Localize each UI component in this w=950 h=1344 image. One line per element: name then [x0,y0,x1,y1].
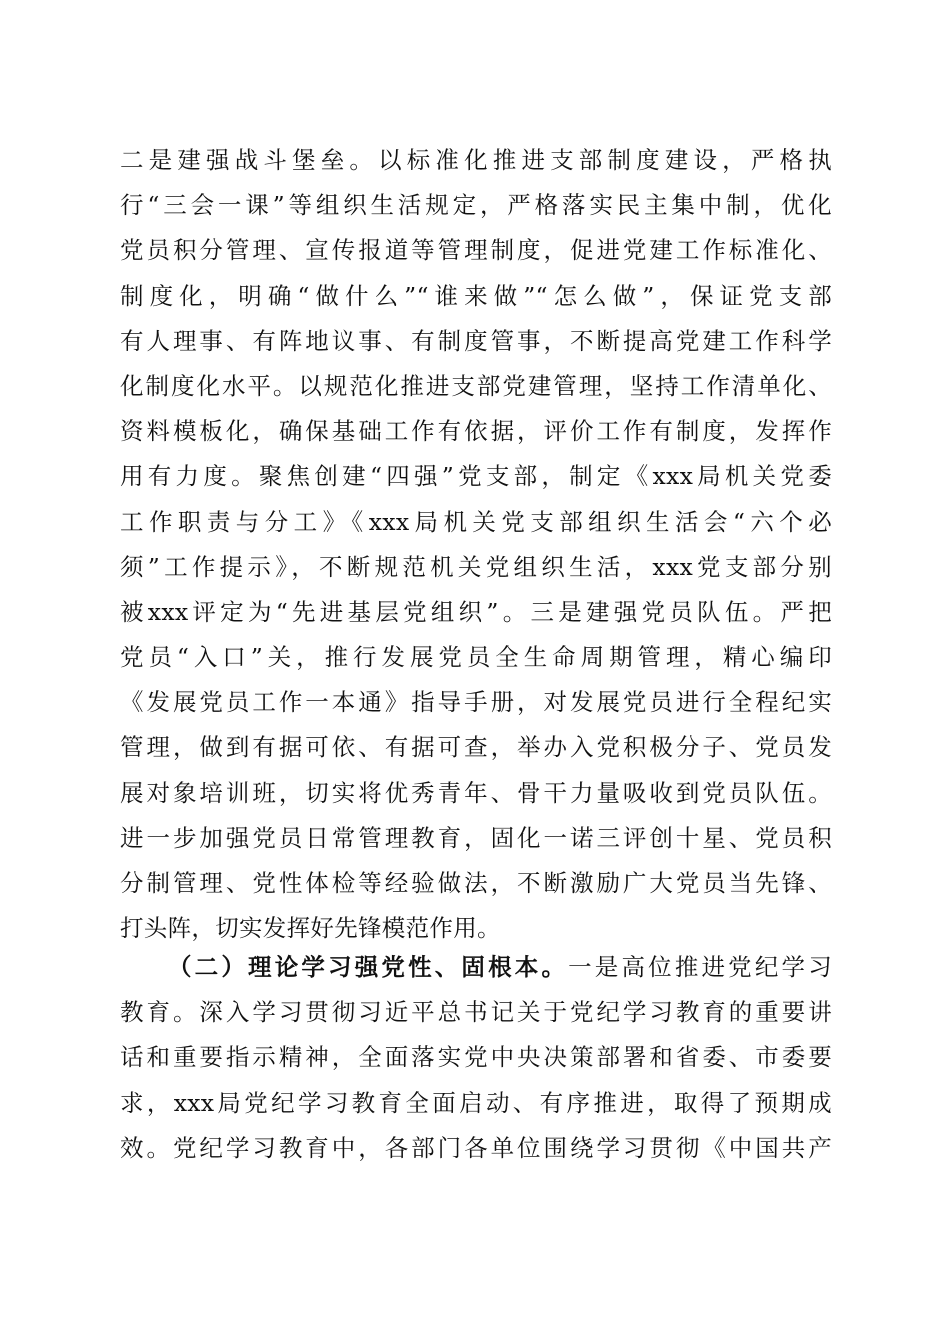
text-line: 党员积分管理、宣传报道等管理制度，促进党建工作标准化、 [120,236,832,265]
text-line: 化制度化水平。以规范化推进支部党建管理，坚持工作清单化、 [120,371,832,400]
text-line: 工作职责与分工》《xxx局机关党支部组织生活会“六个必 [120,507,832,536]
text-line: 党员“入口”关，推行发展党员全生命周期管理，精心编印 [120,643,832,672]
text-line: 展对象培训班，切实将优秀青年、骨干力量吸收到党员队伍。 [120,778,832,807]
text-line: 须”工作提示》，不断规范机关党组织生活，xxx党支部分别 [120,552,832,581]
text-line: 求，xxx局党纪学习教育全面启动、有序推进，取得了预期成 [120,1088,832,1117]
text-line: 进一步加强党员日常管理教育，固化一诺三评创十星、党员积 [120,823,832,852]
text-line: 制度化，明确“做什么”“谁来做”“怎么做”，保证党支部 [120,281,832,310]
text-line: 《发展党员工作一本通》指导手册，对发展党员进行全程纪实 [120,688,832,717]
text-line: 效。党纪学习教育中，各部门各单位围绕学习贯彻《中国共产 [120,1133,832,1162]
text-line: 用有力度。聚焦创建“四强”党支部，制定《xxx局机关党委 [120,462,832,491]
text-line: 有人理事、有阵地议事、有制度管事，不断提高党建工作科学 [120,326,832,355]
text-line-last: 打头阵，切实发挥好先锋模范作用。 [120,914,501,943]
text-line: 资料模板化，确保基础工作有依据，评价工作有制度，发挥作 [120,417,832,446]
text-line: 行“三会一课”等组织生活规定，严格落实民主集中制，优化 [120,191,832,220]
section-heading-continuation: 一是高位推进党纪学习 [568,953,832,981]
text-line: 话和重要指示精神，全面落实党中央决策部署和省委、市委要 [120,1043,832,1072]
text-line: 二是建强战斗堡垒。以标准化推进支部制度建设，严格执 [120,146,832,174]
paragraph-1 [120,138,832,951]
section-heading: （二）理论学习强党性、固根本。 [168,953,569,981]
section-2 [120,945,832,1171]
section-heading-line [120,945,832,990]
text-line: 管理，做到有据可依、有据可查，举办入党积极分子、党员发 [120,733,832,762]
text-line: 被xxx评定为“先进基层党组织”。三是建强党员队伍。严把 [120,597,832,626]
text-line: 分制管理、党性体检等经验做法，不断激励广大党员当先锋、 [120,869,832,897]
text-line: 教育。深入学习贯彻习近平总书记关于党纪学习教育的重要讲 [120,998,832,1027]
